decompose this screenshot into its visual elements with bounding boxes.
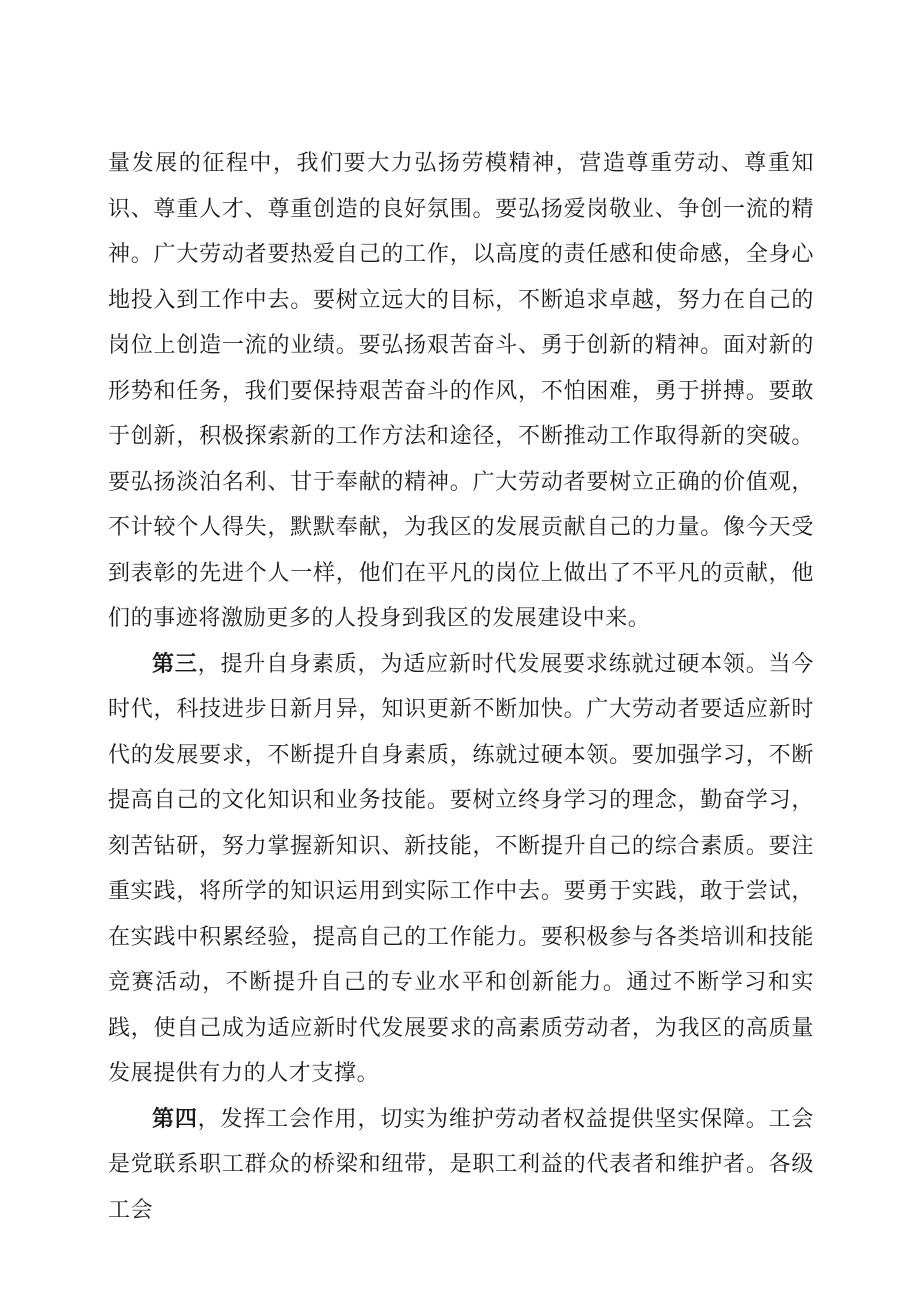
paragraph-third-text: ，提升自身素质，为适应新时代发展要求练就过硬本领。当今时代，科技进步日新月异，知识更新不断加快。广大劳动者要适应新时代的发展要求，不断提升自身素质，练就过硬本领。要加强学习，不断提高自己的文化知识和业务技能。要树立终身学习的理念，勤奋学习，刻苦钻研，努力掌握新知识、新技能，不断提升自己的综合素质。要注重实践，将所学的知识运用到实际工作中去。要勇于实践，敢于尝试，在实践中积累经验，提高自己的工作能力。要积极参与各类培训和技能竞赛活动，不断提升自己的专业水平和创新能力。通过不断学习和实践，使自己成为适应新时代发展要求的高素质劳动者，为我区的高质量发展提供有力的人才支撑。 [108, 651, 814, 1086]
paragraph-fourth [108, 1097, 814, 1234]
paragraph-third [108, 642, 814, 1097]
paragraph-fourth-lead: 第四 [152, 1106, 198, 1132]
paragraph-continued: 量发展的征程中，我们要大力弘扬劳模精神，营造尊重劳动、尊重知识、尊重人才、尊重创造的良好氛围。要弘扬爱岗敬业、争创一流的精神。广大劳动者要热爱自己的工作，以高度的责任感和使命感，全身心地投入到工作中去。要树立远大的目标，不断追求卓越，努力在自己的岗位上创造一流的业绩。要弘扬艰苦奋斗、勇于创新的精神。面对新的形势和任务，我们要保持艰苦奋斗的作风，不怕困难，勇于拼搏。要敢于创新，积极探索新的工作方法和途径，不断推动工作取得新的突破。要弘扬淡泊名利、甘于奉献的精神。广大劳动者要树立正确的价值观，不计较个人得失，默默奉献，为我区的发展贡献自己的力量。像今天受到表彰的先进个人一样，他们在平凡的岗位上做出了不平凡的贡献，他们的事迹将激励更多的人投身到我区的发展建设中来。 [108, 151, 814, 631]
paragraph-third-lead: 第三 [152, 651, 198, 677]
paragraph-fourth-text: ，发挥工会作用，切实为维护劳动者权益提供坚实保障。工会是党联系职工群众的桥梁和纽带，是职工利益的代表者和维护者。各级工会 [108, 1106, 814, 1223]
document-body [108, 141, 814, 1233]
